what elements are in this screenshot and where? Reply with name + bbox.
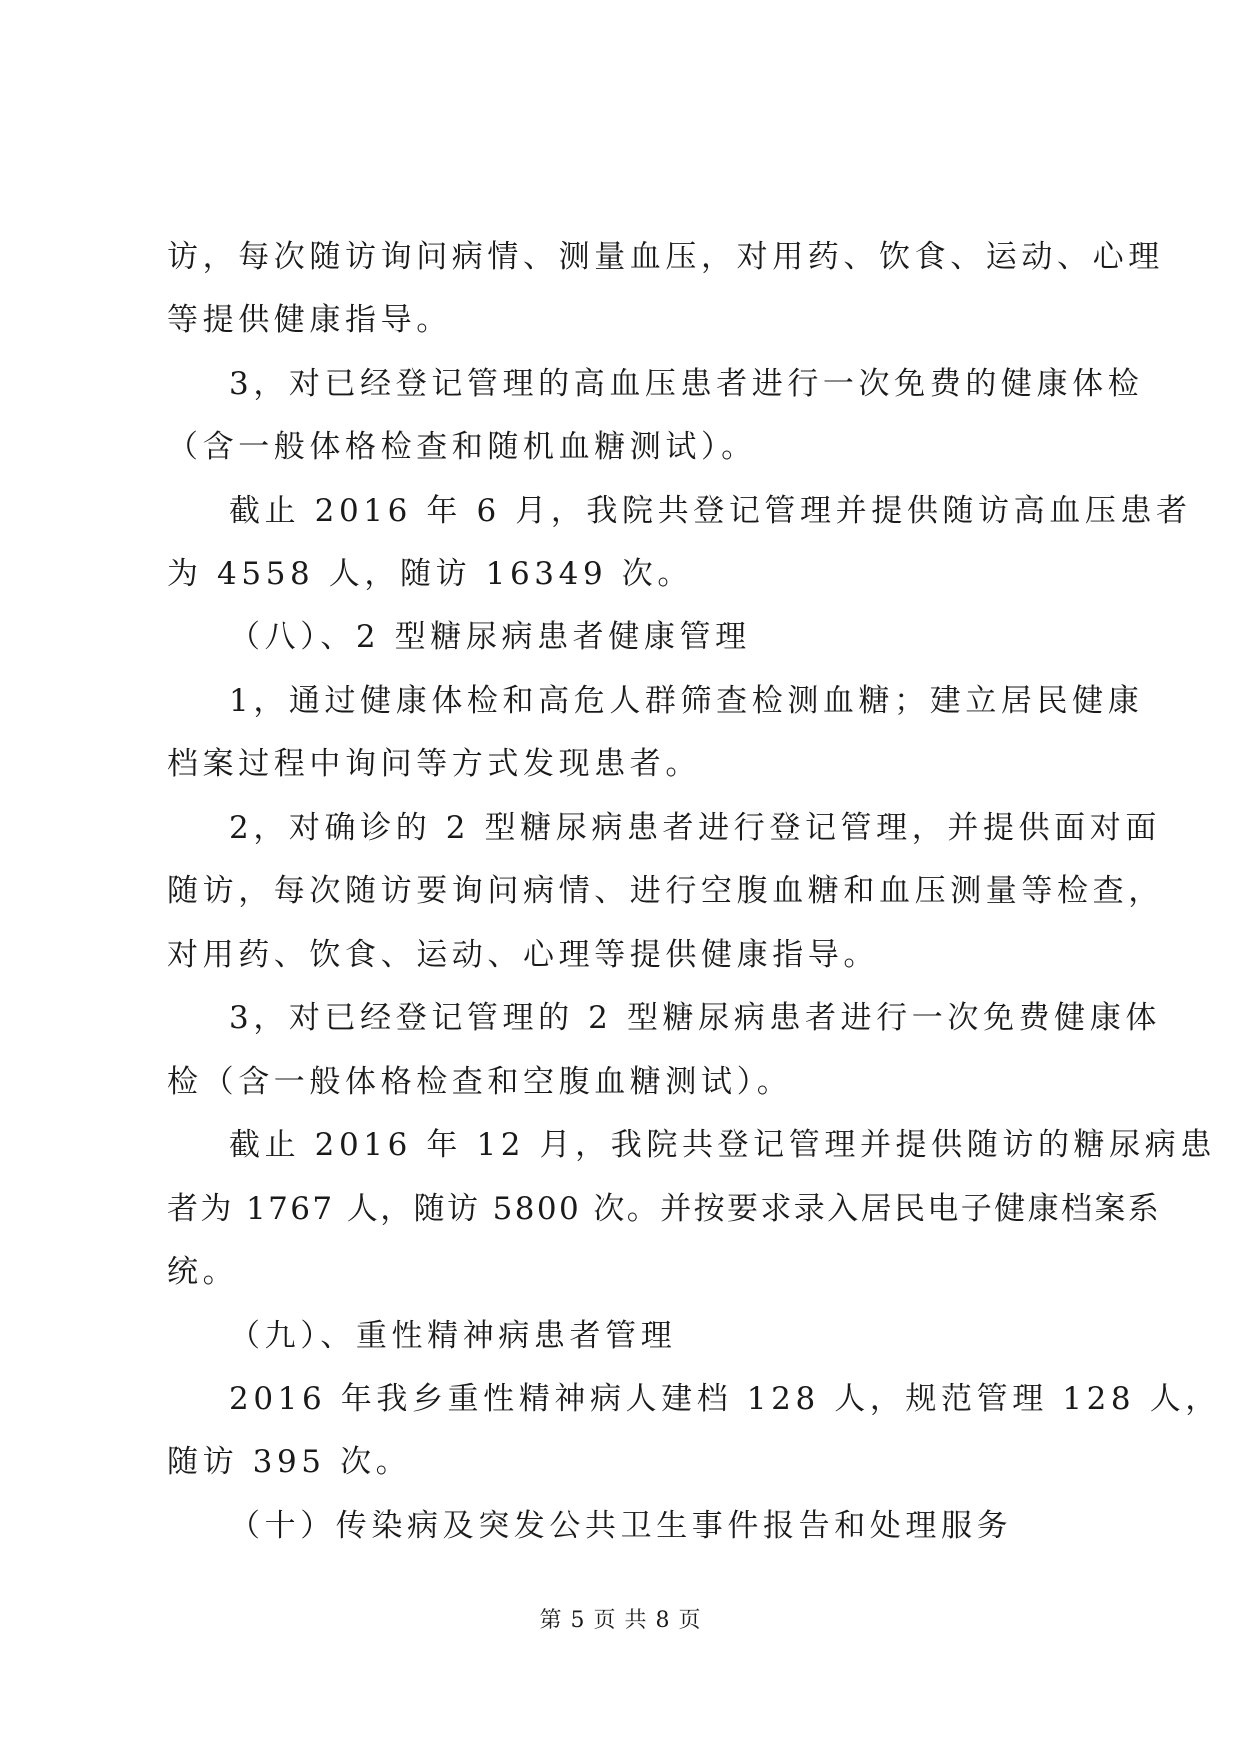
text-line-8: 1，通过健康体检和高危人群筛查检测血糖；建立居民健康 <box>229 683 1144 719</box>
text-line-13: 3，对已经登记管理的 2 型糖尿病患者进行一次免费健康体 <box>229 1000 1161 1036</box>
text-line-9: 档案过程中询问等方式发现患者。 <box>167 746 701 782</box>
text-line-6: 为 4558 人，随访 16349 次。 <box>167 556 693 592</box>
text-line-11: 随访，每次随访要询问病情、进行空腹血糖和血压测量等检查， <box>167 873 1164 909</box>
text-line-5: 截止 2016 年 6 月，我院共登记管理并提供随访高血压患者 <box>229 493 1192 529</box>
text-line-16: 者为 1767 人，随访 5800 次。并按要求录入居民电子健康档案系 <box>167 1191 1162 1227</box>
text-line-19: 2016 年我乡重性精神病人建档 128 人，规范管理 128 人， <box>229 1381 1221 1417</box>
text-line-1: 访，每次随访询问病情、测量血压，对用药、饮食、运动、心理 <box>167 239 1164 275</box>
section-heading-9: （九）、重性精神病患者管理 <box>229 1318 677 1354</box>
text-line-14: 检（含一般体格检查和空腹血糖测试）。 <box>167 1064 793 1100</box>
text-line-2: 等提供健康指导。 <box>167 302 452 338</box>
page-footer: 第 5 页 共 8 页 <box>539 1608 702 1633</box>
text-line-10: 2，对确诊的 2 型糖尿病患者进行登记管理，并提供面对面 <box>229 810 1161 846</box>
text-line-4: （含一般体格检查和随机血糖测试）。 <box>167 429 757 465</box>
text-line-17: 统。 <box>167 1254 239 1290</box>
section-heading-10: （十）传染病及突发公共卫生事件报告和处理服务 <box>229 1508 1013 1544</box>
text-line-20: 随访 395 次。 <box>167 1444 412 1480</box>
text-line-15: 截止 2016 年 12 月，我院共登记管理并提供随访的糖尿病患 <box>229 1127 1216 1163</box>
section-heading-8: （八）、2 型糖尿病患者健康管理 <box>229 619 751 655</box>
text-line-3: 3，对已经登记管理的高血压患者进行一次免费的健康体检 <box>229 366 1144 402</box>
text-line-12: 对用药、饮食、运动、心理等提供健康指导。 <box>167 937 879 973</box>
